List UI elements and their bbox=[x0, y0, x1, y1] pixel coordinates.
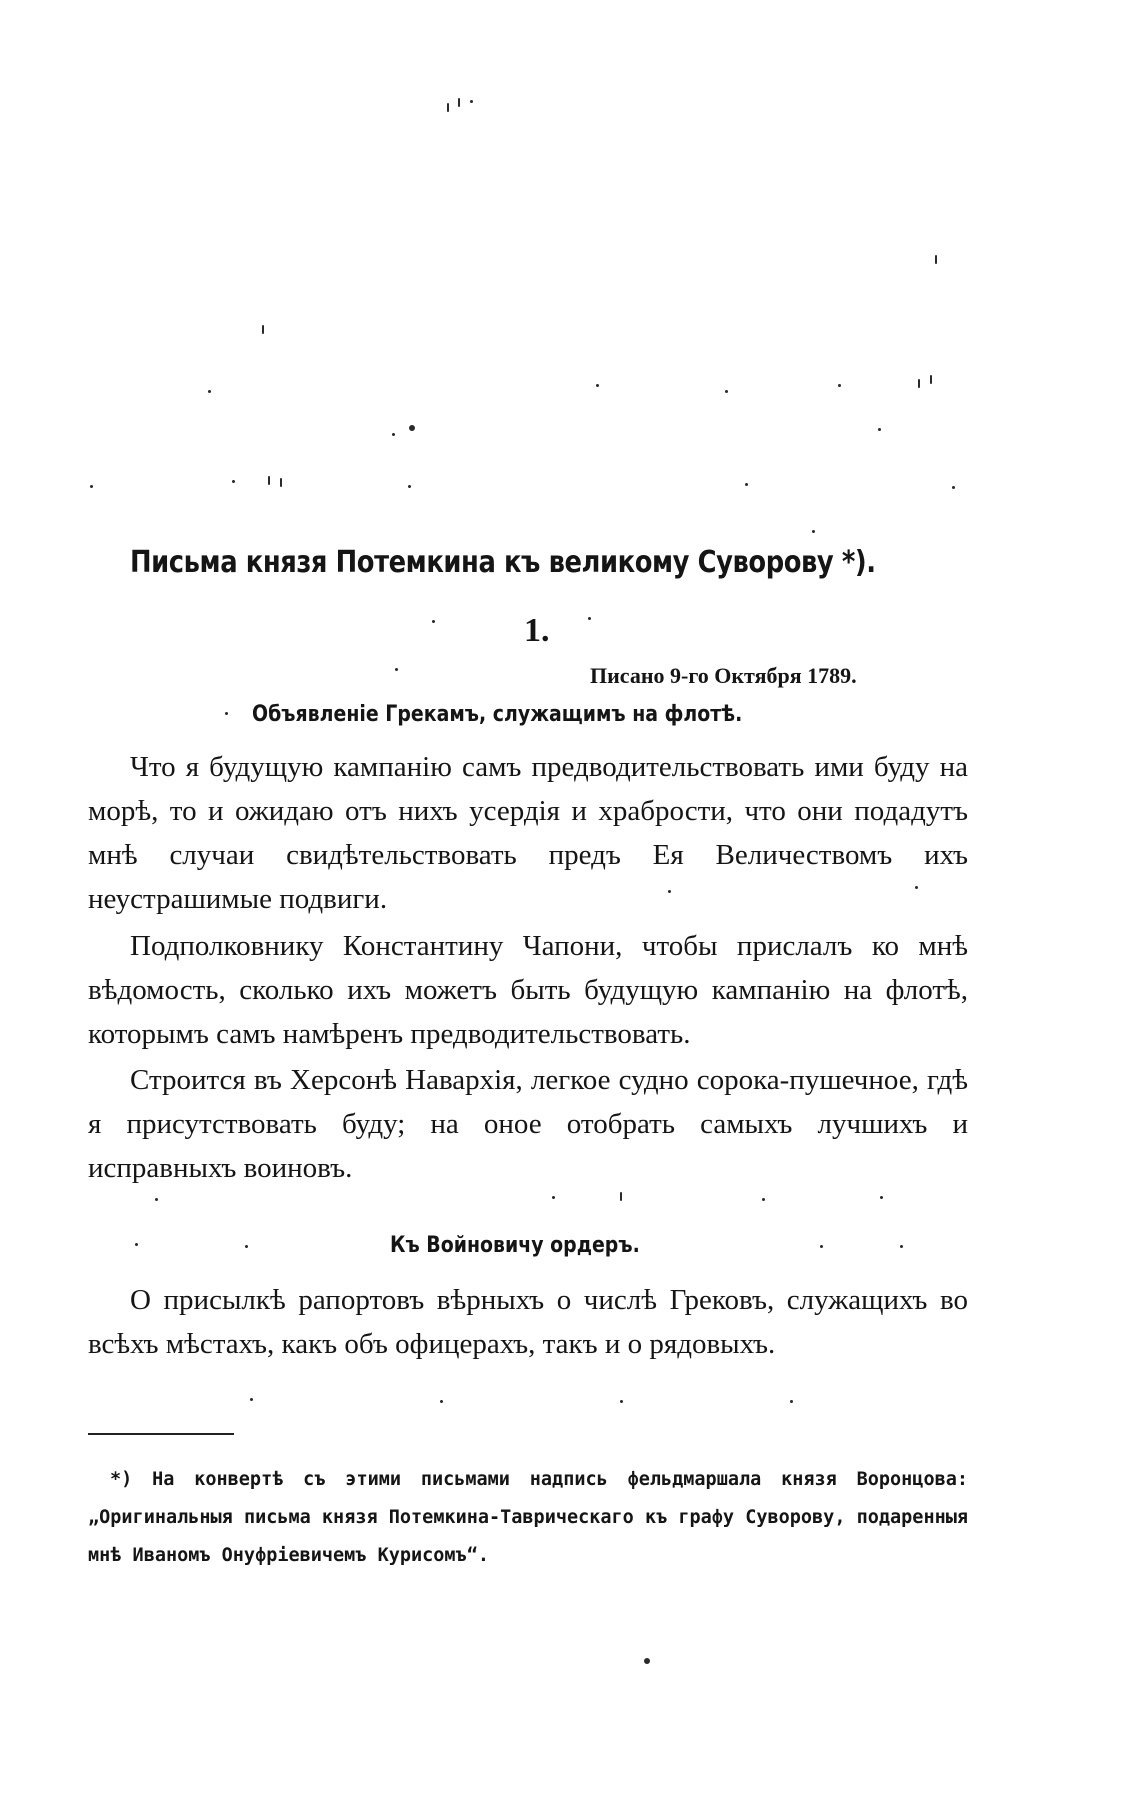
date-line: Писано 9-го Октября 1789. bbox=[590, 663, 857, 688]
footnote bbox=[88, 1461, 968, 1575]
paragraph bbox=[88, 745, 968, 921]
page-title: Письма князя Потемкина къ великому Суворову *). bbox=[130, 545, 876, 580]
footnote-text: *) На конвертѣ съ этими письмами надпись фельдмаршала князя Воронцова: „Оригинальныя письма князя Потемкина-Таврическаго къ графу Суворову, подаренныя мнѣ Иваномъ Онуфріевичемъ Курисомъ“. bbox=[88, 1469, 968, 1566]
section-heading-greeks: Объявленіе Грекамъ, служащимъ на флотѣ. bbox=[252, 702, 743, 727]
section-heading-voinovich: Къ Войновичу ордеръ. bbox=[390, 1233, 640, 1258]
paragraph-text: Подполковнику Константину Чапони, чтобы прислалъ ко мнѣ вѣдомость, сколько ихъ можетъ быть будущую кампанію на флотѣ, которымъ самъ намѣренъ предводительствовать. bbox=[88, 930, 968, 1050]
paragraph bbox=[88, 1058, 968, 1190]
paragraph-text: Строится въ Херсонѣ Навархія, легкое судно сорока-пушечное, гдѣ я присутствовать буду; на оное отобрать самыхъ лучшихъ и исправныхъ воиновъ. bbox=[88, 1064, 968, 1184]
paragraph-text: Что я будущую кампанію самъ предводительствовать ими буду на морѣ, то и ожидаю отъ нихъ усердія и храбрости, что они подадутъ мнѣ случаи свидѣтельствовать предъ Ея Величествомъ ихъ неустрашимые подвиги. bbox=[88, 751, 968, 915]
paragraph bbox=[88, 1278, 968, 1366]
paragraph-text: О присылкѣ рапортовъ вѣрныхъ о числѣ Грековъ, служащихъ во всѣхъ мѣстахъ, какъ объ офицерахъ, такъ и о рядовыхъ. bbox=[88, 1284, 968, 1360]
footnote-divider bbox=[88, 1433, 234, 1435]
paragraph bbox=[88, 924, 968, 1056]
letter-number: 1. bbox=[524, 612, 550, 649]
